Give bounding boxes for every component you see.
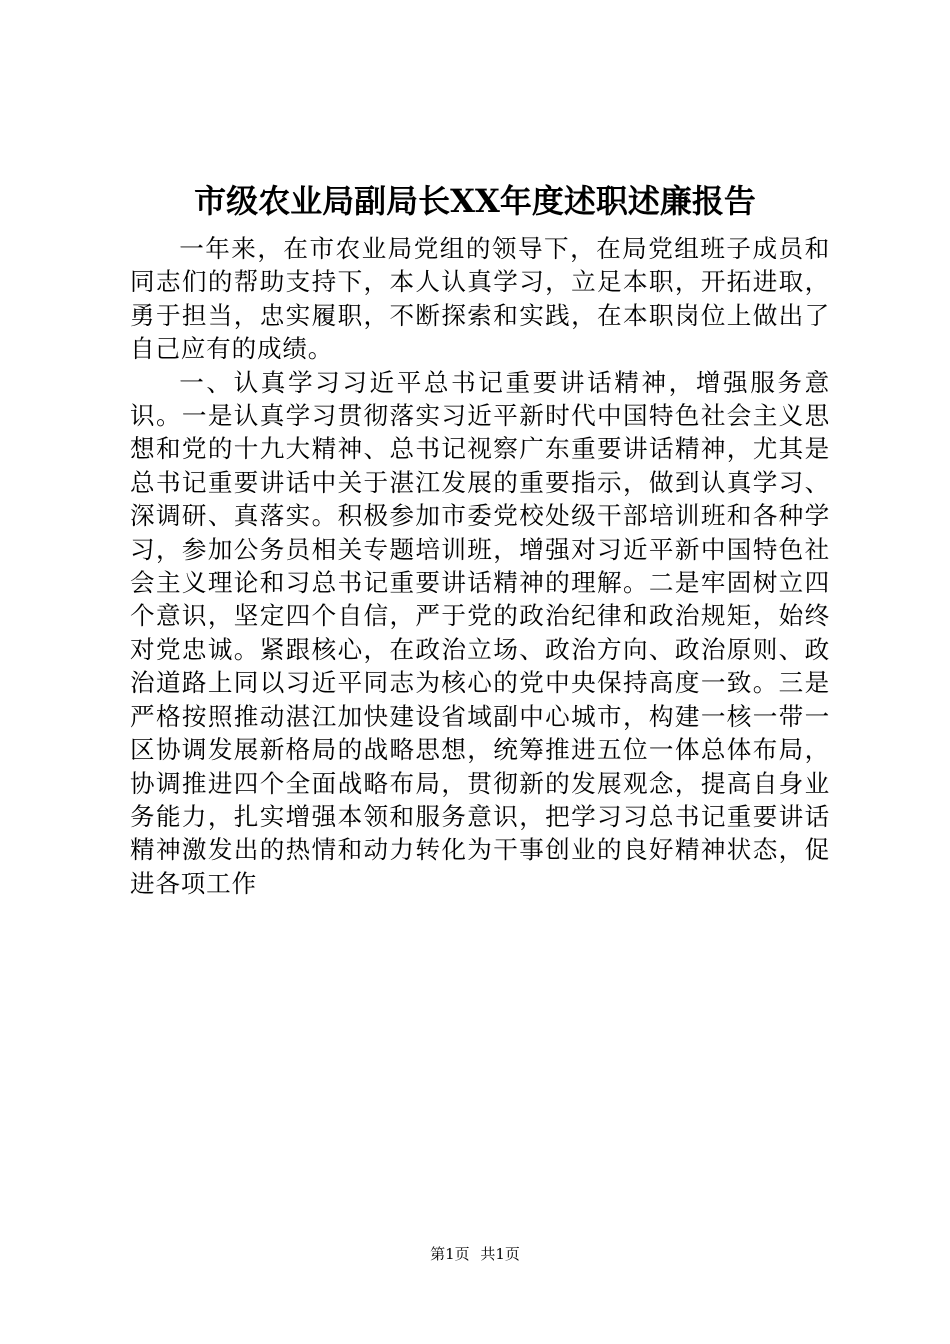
page-total: 共1页 — [480, 1245, 520, 1263]
intro-paragraph: 一年来，在市农业局党组的领导下，在局党组班子成员和同志们的帮助支持下，本人认真学习，立足本职，开拓进取，勇于担当，忠实履职，不断探索和实践，在本职岗位上做出了自己应有的成绩。 — [130, 234, 830, 364]
section-one-paragraph: 一、认真学习习近平总书记重要讲话精神，增强服务意识。一是认真学习贯彻落实习近平新时代中国特色社会主义思想和党的十九大精神、总书记视察广东重要讲话精神，尤其是总书记重要讲话中关于湛江发展的重要指示，做到认真学习、深调研、真落实。积极参加市委党校处级干部培训班和各种学习，参加公务员相关专题培训班，增强对习近平新中国特色社会主义理论和习总书记重要讲话精神的理解。二是牢固树立四个意识，坚定四个自信，严于党的政治纪律和政治规矩，始终对党忠诚。紧跟核心，在政治立场、政治方向、政治原则、政治道路上同以习近平同志为核心的党中央保持高度一致。三是严格按照推动湛江加快建设省域副中心城市，构建一核一带一区协调发展新格局的战略思想，统筹推进五位一体总体布局，协调推进四个全面战略布局，贯彻新的发展观念，提高自身业务能力，扎实增强本领和服务意识，把学习习总书记重要讲话精神激发出的热情和动力转化为干事创业的良好精神状态，促进各项工作 — [130, 367, 830, 898]
page-footer — [0, 1244, 950, 1264]
document-body — [130, 232, 830, 900]
document-title: 市级农业局副局长XX年度述职述廉报告 — [194, 182, 756, 220]
page-number: 第1页 — [430, 1245, 470, 1263]
